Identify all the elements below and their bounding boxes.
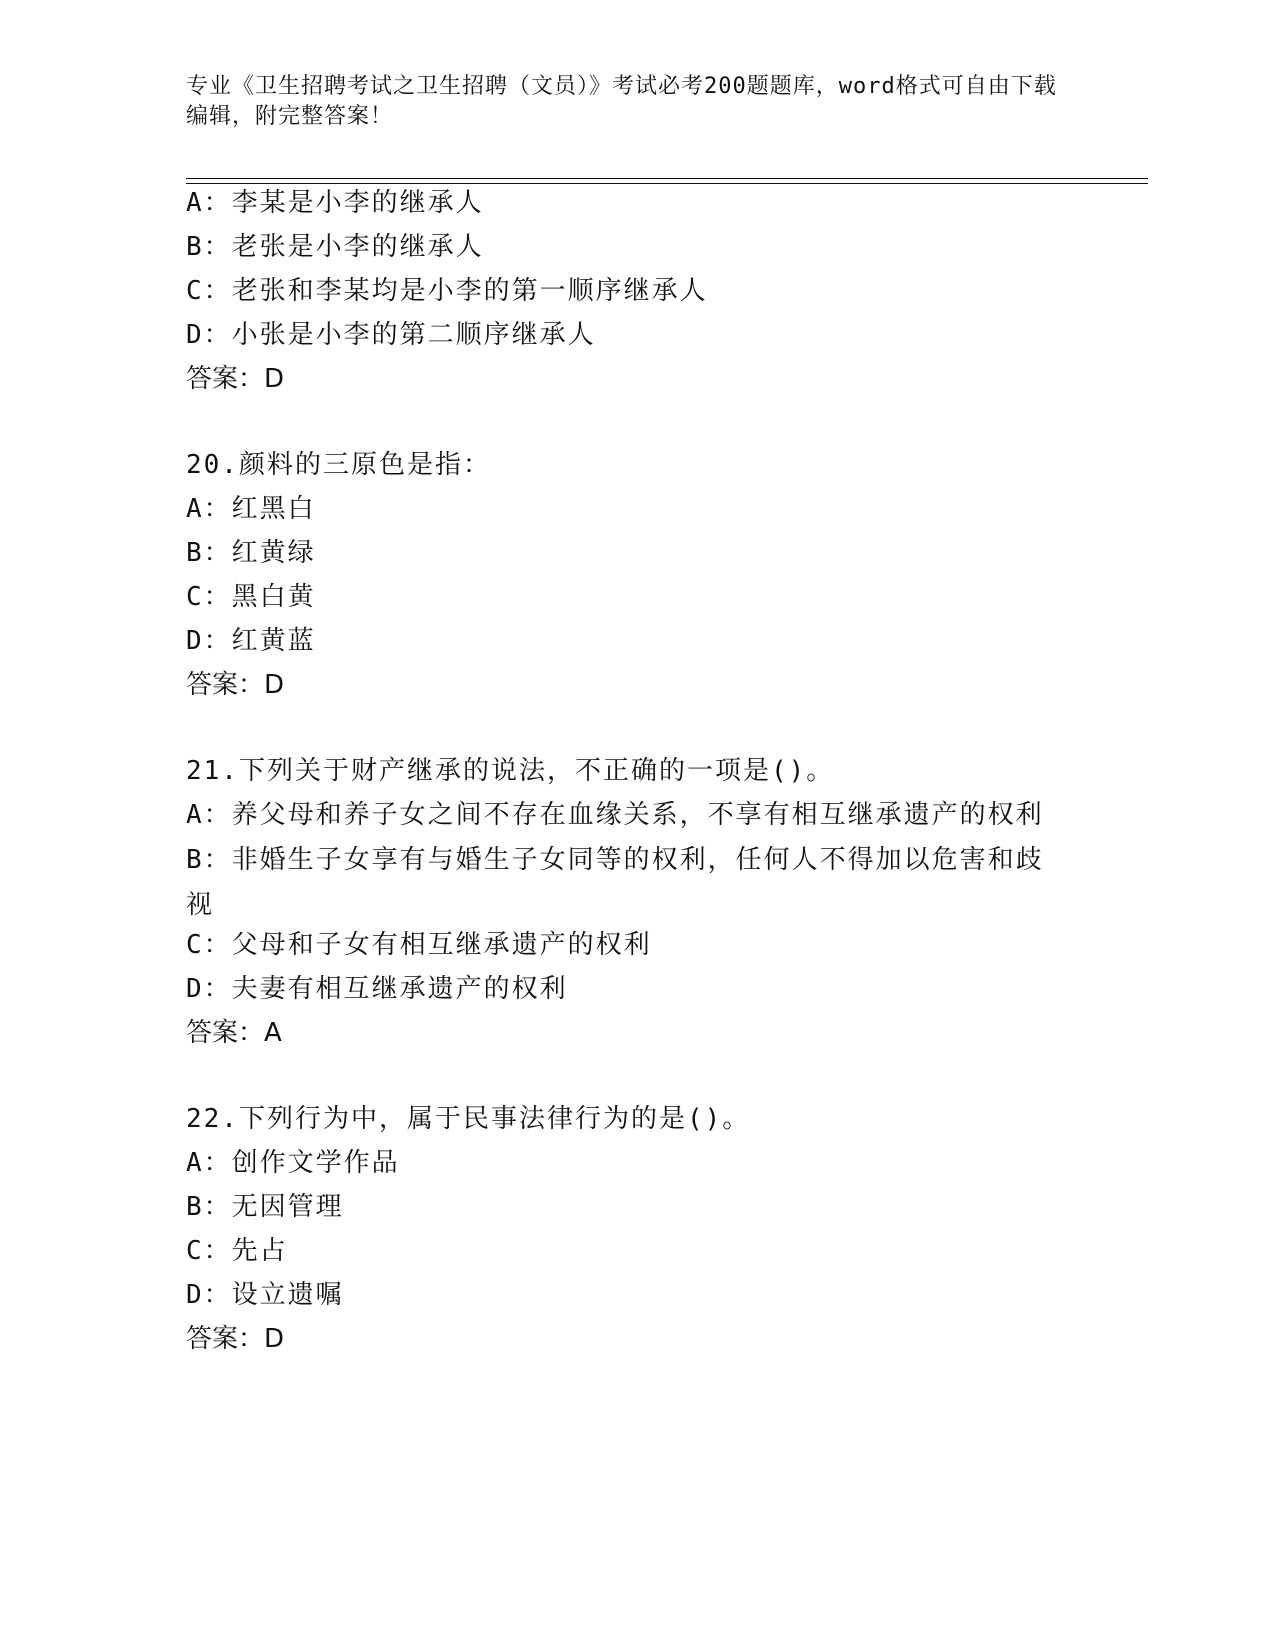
q19-option-b: B：老张是小李的继承人 (186, 232, 484, 262)
answer-label: 答案： (186, 670, 265, 700)
header-divider-bottom (186, 183, 1148, 184)
q21-option-c: C：父母和子女有相互继承遗产的权利 (186, 930, 652, 960)
q22-option-c: C：先占 (186, 1236, 288, 1266)
q21-answer (186, 1016, 282, 1050)
header-divider-top (186, 178, 1148, 179)
q22-question: 22.下列行为中，属于民事法律行为的是()。 (186, 1104, 751, 1134)
q22-option-d: D：设立遗嘱 (186, 1280, 344, 1310)
q22-option-a: A：创作文学作品 (186, 1148, 400, 1178)
q22-answer (186, 1322, 284, 1356)
q19-option-d: D：小张是小李的第二顺序继承人 (186, 320, 596, 350)
answer-value: D (264, 1324, 285, 1354)
document-header: 专业《卫生招聘考试之卫生招聘（文员）》考试必考200题题库，word格式可自由下载编辑，附完整答案！ (186, 74, 1057, 129)
answer-value: A (264, 1018, 282, 1048)
q20-question: 20.颜料的三原色是指： (186, 450, 491, 480)
q21-option-b: B：非婚生子女享有与婚生子女同等的权利，任何人不得加以危害和歧视 (186, 845, 1044, 920)
q19-answer (186, 362, 284, 396)
q20-answer (186, 668, 284, 702)
q20-option-a: A：红黑白 (186, 494, 316, 524)
q20-option-c: C：黑白黄 (186, 582, 316, 612)
q22-option-b: B：无因管理 (186, 1192, 344, 1222)
q21-option-d: D：夫妻有相互继承遗产的权利 (186, 974, 568, 1004)
answer-label: 答案： (186, 1324, 265, 1354)
answer-value: D (264, 364, 285, 394)
q19-option-a: A：李某是小李的继承人 (186, 188, 484, 218)
q19-option-c: C：老张和李某均是小李的第一顺序继承人 (186, 276, 708, 306)
answer-label: 答案： (186, 1018, 265, 1048)
q20-option-d: D：红黄蓝 (186, 626, 316, 656)
q20-option-b: B：红黄绿 (186, 538, 316, 568)
answer-value: D (264, 670, 285, 700)
q21-option-a: A：养父母和养子女之间不存在血缘关系，不享有相互继承遗产的权利 (186, 800, 1044, 830)
q21-question: 21.下列关于财产继承的说法，不正确的一项是()。 (186, 756, 835, 786)
answer-label: 答案： (186, 364, 265, 394)
